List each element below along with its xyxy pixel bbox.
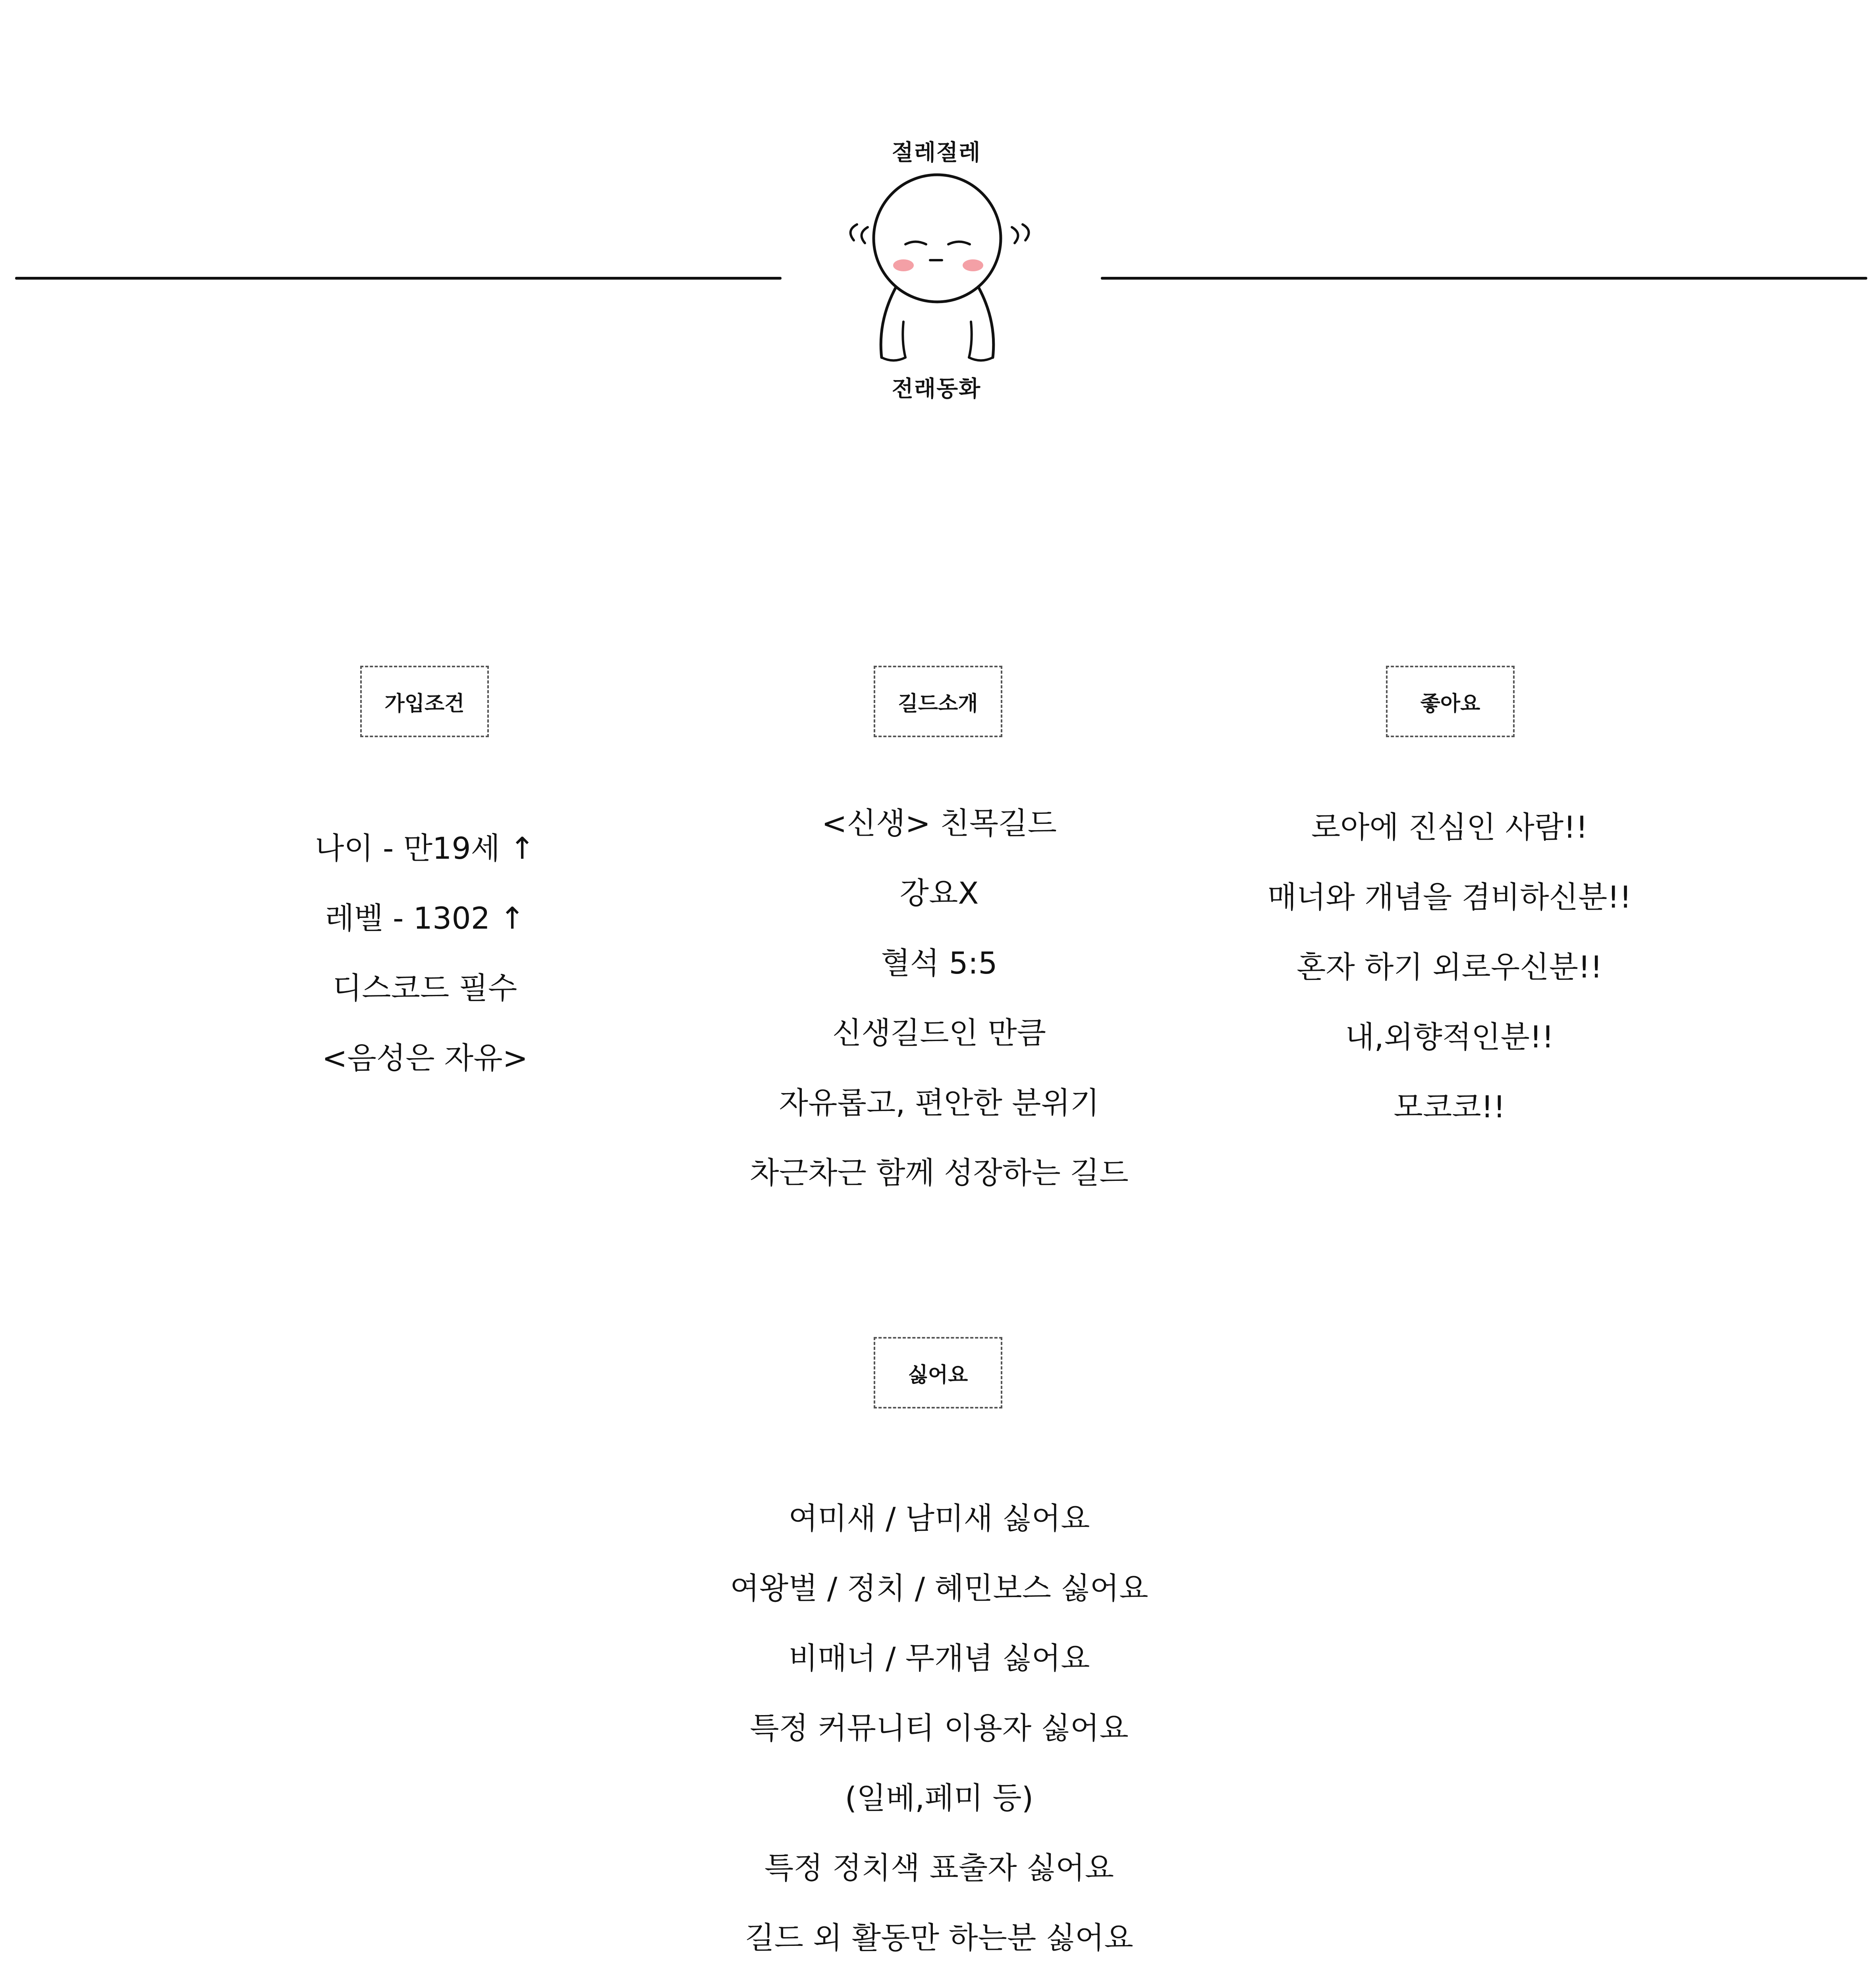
likes-title-box — [1386, 666, 1515, 737]
list-item: 비매너 / 무개념 싫어요 — [788, 1640, 1090, 1676]
dislikes-title: 싫어요 — [908, 1363, 968, 1387]
dislikes-list — [697, 1484, 1181, 1986]
join-conditions-title: 가입조건 — [384, 692, 465, 716]
list-item: 여미새 / 남미새 싫어요 — [788, 1501, 1090, 1536]
list-item: 여왕벌 / 정치 / 혜민보스 싫어요 — [730, 1571, 1148, 1606]
header-divider-left — [15, 277, 782, 280]
list-item: 자유롭고, 편안한 분위기 — [779, 1085, 1100, 1121]
list-item: 길드 외 활동만 하는분 싫어요 — [745, 1920, 1133, 1955]
list-item: 로아에 진심인 사람!! — [1311, 809, 1588, 845]
join-conditions-list — [183, 813, 667, 1093]
list-item: (일베,페미 등) — [845, 1780, 1034, 1816]
list-item: 내,외향적인분!! — [1345, 1019, 1554, 1055]
join-conditions-title-box — [360, 666, 489, 737]
list-item: 모코코!! — [1393, 1089, 1505, 1124]
list-item: 특정 커뮤니티 이용자 싫어요 — [750, 1710, 1129, 1746]
list-item: 차근차근 함께 성장하는 길드 — [750, 1155, 1129, 1190]
list-item: 나이 - 만19세 ↑ — [315, 831, 535, 866]
list-item: 혈석 5:5 — [881, 945, 998, 981]
dislikes-title-box — [874, 1337, 1002, 1408]
guild-intro-list — [697, 788, 1181, 1208]
mascot-caption-bottom: 전래동화 — [892, 376, 981, 402]
header-divider-right — [1101, 277, 1867, 280]
list-item: 특정 정치색 표출자 싫어요 — [764, 1850, 1114, 1886]
guild-intro-title-box — [874, 666, 1002, 737]
head-shaking-mascot-icon — [822, 135, 1068, 405]
mascot-caption-top: 절레절레 — [892, 140, 981, 166]
list-item: 레벨 - 1302 ↑ — [325, 900, 525, 936]
list-item: 혼자 하기 외로우신분!! — [1297, 949, 1602, 985]
list-item: 디스코드 필수 — [332, 970, 517, 1006]
likes-title: 좋아요 — [1420, 692, 1480, 716]
list-item — [697, 1973, 1181, 1986]
list-item: 매너와 개념을 겸비하신분!! — [1267, 879, 1632, 915]
list-item: <신생> 친목길드 — [821, 806, 1057, 841]
likes-list — [1207, 792, 1692, 1142]
list-item: <음성은 자유> — [322, 1040, 528, 1076]
guild-intro-title: 길드소개 — [898, 692, 978, 716]
list-item: 신생길드인 만큼 — [832, 1015, 1046, 1051]
list-item: 강요X — [899, 875, 979, 911]
